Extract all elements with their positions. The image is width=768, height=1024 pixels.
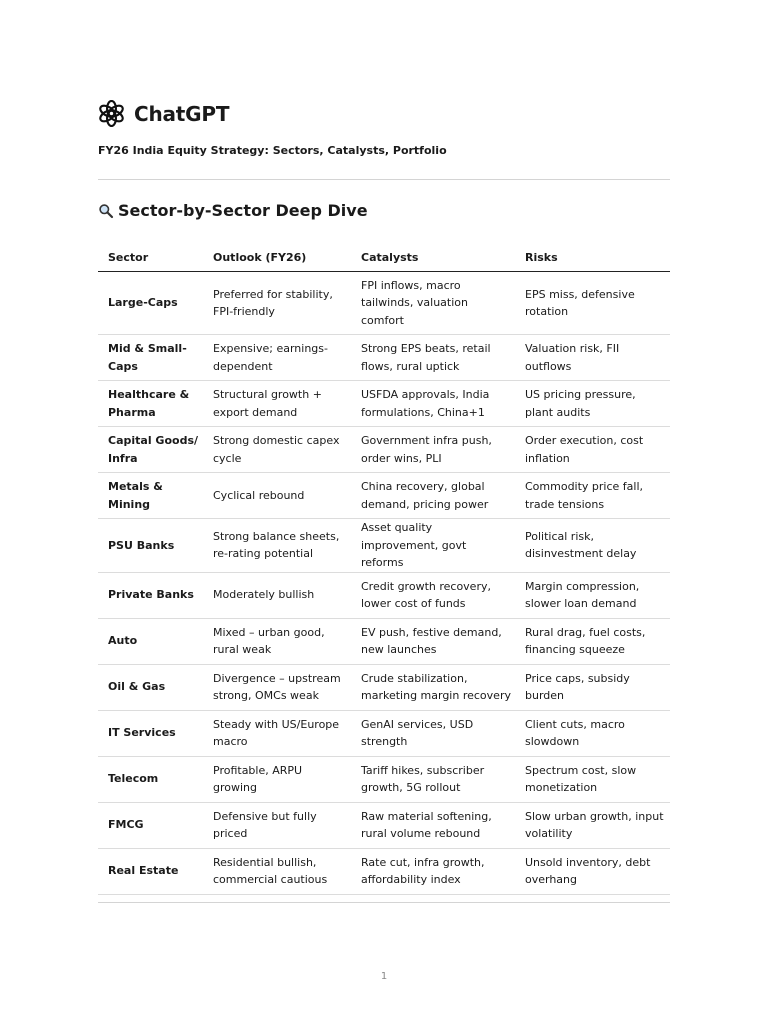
sector-cell: FMCG <box>98 802 203 848</box>
sector-cell: Private Banks <box>98 572 203 618</box>
table-row <box>98 473 670 519</box>
outlook-cell: Moderately bullish <box>203 572 351 618</box>
catalysts-cell: Crude stabilization, marketing margin recovery <box>351 664 515 710</box>
section-title: Sector-by-Sector Deep Dive <box>118 201 368 220</box>
risks-cell: Unsold inventory, debt overhang <box>515 848 670 894</box>
catalysts-cell: Asset quality improvement, govt reforms <box>351 519 515 573</box>
outlook-cell: Mixed – urban good, rural weak <box>203 618 351 664</box>
table-row <box>98 381 670 427</box>
risks-cell: Commodity price fall, trade tensions <box>515 473 670 519</box>
magnifier-icon <box>98 203 114 219</box>
outlook-cell: Defensive but fully priced <box>203 802 351 848</box>
brand-header <box>98 100 229 127</box>
table-row <box>98 272 670 335</box>
catalysts-cell: GenAI services, USD strength <box>351 710 515 756</box>
risks-cell: Margin compression, slower loan demand <box>515 572 670 618</box>
risks-cell: Price caps, subsidy burden <box>515 664 670 710</box>
sector-cell: PSU Banks <box>98 519 203 573</box>
outlook-cell: Structural growth + export demand <box>203 381 351 427</box>
risks-cell: Political risk, disinvestment delay <box>515 519 670 573</box>
outlook-cell: Strong domestic capex cycle <box>203 427 351 473</box>
table-row <box>98 756 670 802</box>
outlook-cell: Strong balance sheets, re-rating potential <box>203 519 351 573</box>
outlook-cell: Cyclical rebound <box>203 473 351 519</box>
outlook-cell: Residential bullish, commercial cautious <box>203 848 351 894</box>
catalysts-cell: Tariff hikes, subscriber growth, 5G rollout <box>351 756 515 802</box>
sector-cell: Capital Goods/ Infra <box>98 427 203 473</box>
header-catalysts: Catalysts <box>351 243 515 272</box>
sector-cell: Real Estate <box>98 848 203 894</box>
header-outlook: Outlook (FY26) <box>203 243 351 272</box>
openai-logo-icon <box>98 100 125 127</box>
risks-cell: Slow urban growth, input volatility <box>515 802 670 848</box>
catalysts-cell: USFDA approvals, India formulations, China+1 <box>351 381 515 427</box>
table-row <box>98 710 670 756</box>
risks-cell: Valuation risk, FII outflows <box>515 335 670 381</box>
sector-cell: Oil & Gas <box>98 664 203 710</box>
catalysts-cell: Credit growth recovery, lower cost of funds <box>351 572 515 618</box>
catalysts-cell: Rate cut, infra growth, affordability index <box>351 848 515 894</box>
sector-cell: Mid & Small-Caps <box>98 335 203 381</box>
header-risks: Risks <box>515 243 670 272</box>
risks-cell: US pricing pressure, plant audits <box>515 381 670 427</box>
outlook-cell: Divergence – upstream strong, OMCs weak <box>203 664 351 710</box>
outlook-cell: Expensive; earnings-dependent <box>203 335 351 381</box>
table-row <box>98 335 670 381</box>
sector-cell: Auto <box>98 618 203 664</box>
outlook-cell: Profitable, ARPU growing <box>203 756 351 802</box>
table-row <box>98 802 670 848</box>
divider <box>98 902 670 903</box>
catalysts-cell: China recovery, global demand, pricing power <box>351 473 515 519</box>
section-heading <box>98 201 368 220</box>
risks-cell: Spectrum cost, slow monetization <box>515 756 670 802</box>
risks-cell: Order execution, cost inflation <box>515 427 670 473</box>
sector-cell: Metals & Mining <box>98 473 203 519</box>
risks-cell: Rural drag, fuel costs, financing squeeze <box>515 618 670 664</box>
catalysts-cell: Strong EPS beats, retail flows, rural uptick <box>351 335 515 381</box>
risks-cell: EPS miss, defensive rotation <box>515 272 670 335</box>
catalysts-cell: Government infra push, order wins, PLI <box>351 427 515 473</box>
sector-cell: Large-Caps <box>98 272 203 335</box>
brand-name: ChatGPT <box>134 101 230 126</box>
table-row <box>98 519 670 573</box>
catalysts-cell: EV push, festive demand, new launches <box>351 618 515 664</box>
risks-cell: Client cuts, macro slowdown <box>515 710 670 756</box>
table-row <box>98 427 670 473</box>
table-row <box>98 618 670 664</box>
table-row <box>98 848 670 894</box>
table-row <box>98 664 670 710</box>
sector-table <box>98 243 670 895</box>
outlook-cell: Steady with US/Europe macro <box>203 710 351 756</box>
outlook-cell: Preferred for stability, FPI-friendly <box>203 272 351 335</box>
table-row <box>98 572 670 618</box>
sector-cell: IT Services <box>98 710 203 756</box>
document-title: FY26 India Equity Strategy: Sectors, Catalysts, Portfolio <box>98 144 447 157</box>
sector-cell: Healthcare & Pharma <box>98 381 203 427</box>
sector-cell: Telecom <box>98 756 203 802</box>
catalysts-cell: Raw material softening, rural volume rebound <box>351 802 515 848</box>
catalysts-cell: FPI inflows, macro tailwinds, valuation comfort <box>351 272 515 335</box>
divider <box>98 179 670 180</box>
header-sector: Sector <box>98 243 203 272</box>
table-header-row <box>98 243 670 272</box>
page-number: 1 <box>380 971 388 982</box>
